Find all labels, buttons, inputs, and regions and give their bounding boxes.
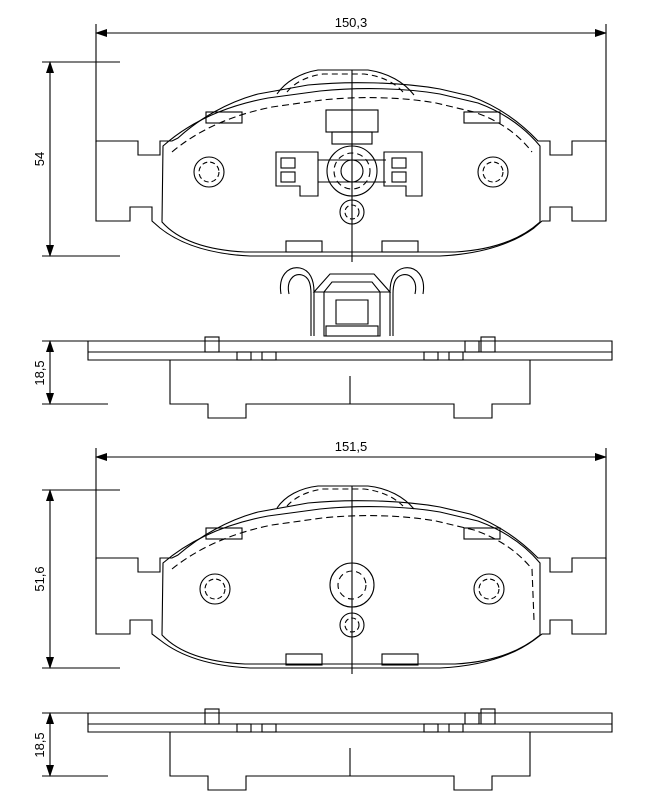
friction-plate-dashed-line (172, 516, 534, 620)
right-hole (474, 574, 504, 604)
dim-line-18-5-lower (42, 713, 108, 776)
rear-pad-side-view (42, 709, 612, 790)
front-pad-plan-view (42, 24, 606, 262)
dim-label-pad2-thickness: 18,5 (32, 732, 47, 758)
dim-line-18-5-upper (42, 341, 108, 404)
left-hole (194, 157, 224, 187)
dim-label-pad2-height: 51,6 (32, 566, 47, 592)
friction-plate-contour (162, 507, 540, 664)
dim-label-pad1-height: 54 (32, 151, 47, 167)
rear-pad-plan-view (42, 448, 606, 674)
left-hole (200, 574, 230, 604)
dim-line-151-5 (96, 448, 606, 560)
dim-line-54 (42, 62, 120, 256)
spring-clip-detail (280, 268, 423, 336)
top-tabs (206, 528, 500, 539)
dim-label-pad2-width: 151,5 (334, 439, 368, 454)
dim-label-pad1-width: 150,3 (334, 15, 368, 30)
front-pad-side-view (42, 337, 612, 418)
top-tabs (206, 112, 500, 123)
dim-line-51-6 (42, 490, 120, 668)
right-hole (478, 157, 508, 187)
dim-label-pad1-thickness: 18,5 (32, 360, 47, 386)
